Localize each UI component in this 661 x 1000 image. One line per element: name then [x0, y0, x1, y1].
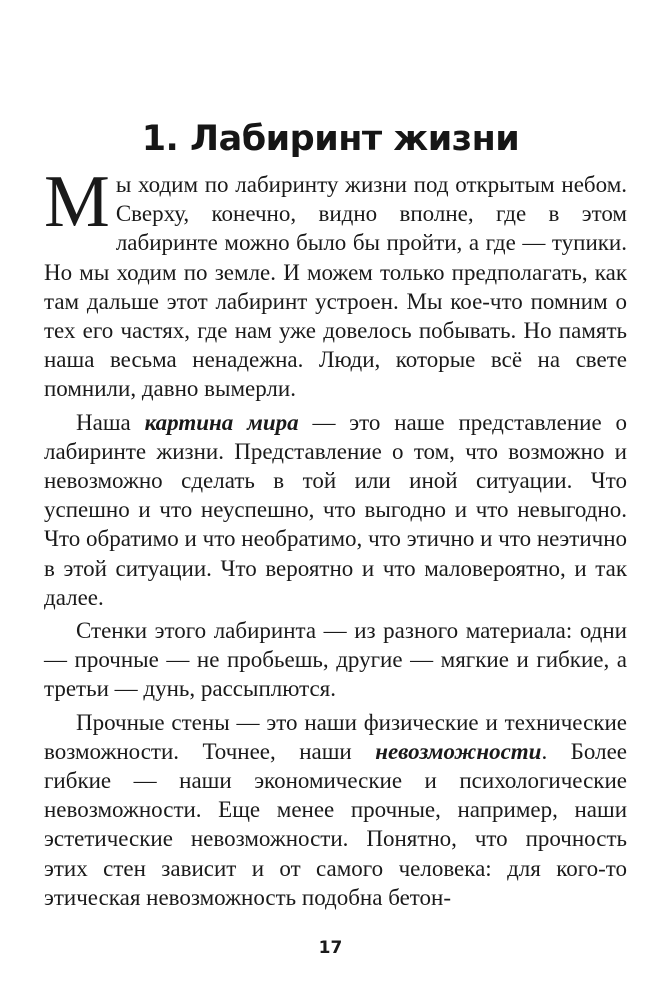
paragraph-text: Стенки этого лабиринта — из разного материала: одни — прочные — не пробьешь, другие — мягкие и гибкие, а третьи — дунь, рассыплются.: [44, 618, 627, 702]
paragraph-text: ы ходим по лабиринту жизни под открытым небом. Сверху, конечно, видно вполне, где в этом лабиринте можно было бы пройти, а где — тупики. Но мы ходим по земле. И можем только предполагать, как там дальше этот лабиринт устроен. Мы кое-что помним о тех его частях, где нам уже довелось побывать. Но память наша весьма ненадежна. Люди, которые всё на свете помнили, давно вымерли.: [44, 172, 627, 402]
paragraph-1: [44, 161, 627, 404]
paragraph-text: . Более гибкие — наши экономические и психологические невозможности. Еще менее прочные, например, наши эстетические невозможности. Понятно, что прочность этих стен зависит и от самого человека: для кого-то этическая невозможность подобна бетон-: [44, 738, 627, 910]
paragraph-2: [44, 408, 627, 612]
page-number: 17: [318, 938, 343, 958]
chapter-body: [44, 161, 627, 916]
paragraph-text: — это наше представление о лабиринте жизни. Представление о том, что возможно и невозможно сделать в той или иной ситуации. Что успешно и что неуспешно, что выгодно и что невыгодно. Что обратимо и что необратимо, что этично и что неэтично в этой ситуации. Что вероятно и что маловероятно, и так далее.: [44, 409, 627, 610]
paragraph-3: [44, 616, 627, 704]
paragraph-text: Наша: [76, 409, 145, 435]
paragraph-4: [44, 708, 627, 912]
drop-cap: М: [44, 161, 110, 243]
emphasized-term: картина мира: [144, 409, 299, 435]
paragraph-text: Прочные стены — это наши физические и технические возможности. Точнее, наши: [44, 709, 627, 764]
emphasized-term: невозможности: [375, 738, 542, 764]
chapter-title: 1. Лабиринт жизни: [141, 119, 520, 160]
